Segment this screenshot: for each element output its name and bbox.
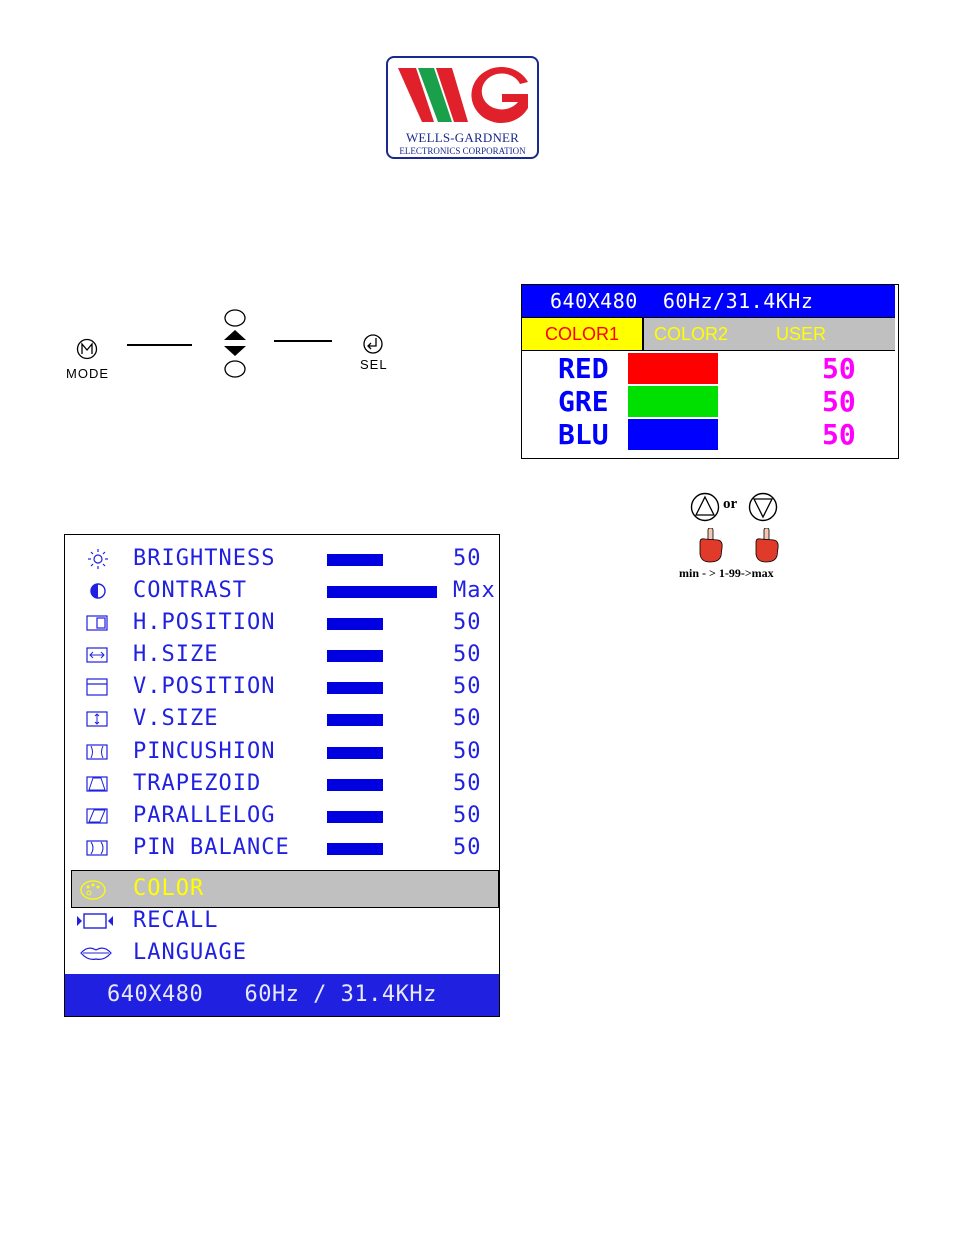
mode-label: MODE [66, 366, 109, 381]
up-down-arrows-icon [220, 308, 250, 380]
down-arrow-button[interactable] [748, 492, 778, 526]
tab-color1[interactable]: COLOR1 [522, 318, 644, 350]
select-button[interactable] [362, 333, 384, 359]
up-down-buttons[interactable] [220, 308, 250, 384]
osd-main-menu [64, 534, 500, 1017]
menu-item-v-size[interactable] [65, 703, 499, 735]
color-row-label: GRE [558, 385, 609, 418]
menu-item-label: COLOR [133, 876, 205, 901]
menu-item-value: 50 [453, 835, 482, 860]
menu-item-label: RECALL [133, 908, 219, 933]
sel-label: SEL [360, 357, 388, 372]
menu-item-language[interactable] [65, 937, 499, 969]
menu-item-value: 50 [453, 674, 482, 699]
level-bar [327, 779, 383, 791]
v-size-icon [85, 709, 111, 729]
color-row-value: 50 [822, 418, 856, 451]
menu-item-contrast[interactable] [65, 575, 499, 607]
level-bar [327, 843, 383, 855]
color-row-value: 50 [822, 385, 856, 418]
color-row-value: 50 [822, 352, 856, 385]
level-bar [327, 714, 383, 726]
h-position-icon [85, 613, 111, 633]
menu-item-value: 50 [453, 803, 482, 828]
connector-line [127, 344, 192, 346]
level-bar [327, 682, 383, 694]
menu-item-label: H.POSITION [133, 610, 276, 635]
recall-icon [77, 911, 117, 931]
parallelogram-icon [85, 806, 111, 826]
color-row-label: BLU [558, 418, 609, 451]
menu-item-label: LANGUAGE [133, 940, 247, 965]
v-position-icon [85, 677, 111, 697]
menu-item-value: 50 [453, 610, 482, 635]
menu-item-value: 50 [453, 706, 482, 731]
tab-user[interactable]: USER [776, 324, 827, 344]
lips-icon [79, 943, 119, 963]
menu-footer-resolution: 640X480 60Hz / 31.4KHz [65, 974, 499, 1016]
blue-swatch [628, 419, 718, 450]
green-swatch [628, 386, 718, 417]
mode-button[interactable] [76, 338, 98, 364]
menu-item-value: 50 [453, 642, 482, 667]
pin-balance-icon [85, 838, 111, 858]
menu-item-h-position[interactable] [65, 607, 499, 639]
menu-item-value: 50 [453, 771, 482, 796]
menu-item-h-size[interactable] [65, 639, 499, 671]
pincushion-icon [85, 742, 111, 762]
menu-item-parallelog[interactable] [65, 800, 499, 832]
menu-item-value: 50 [453, 739, 482, 764]
menu-item-label: TRAPEZOID [133, 771, 262, 796]
or-label: or [723, 496, 738, 512]
color-row-blue[interactable] [522, 418, 895, 451]
level-bar [327, 811, 383, 823]
menu-item-value: 50 [453, 546, 482, 571]
menu-item-label: BRIGHTNESS [133, 546, 276, 571]
menu-item-trapezoid[interactable] [65, 768, 499, 800]
up-triangle-icon [690, 492, 720, 522]
tab-color2[interactable]: COLOR2 [654, 324, 729, 344]
menu-item-brightness[interactable] [65, 543, 499, 575]
color-tabs [522, 317, 895, 351]
menu-item-label: CONTRAST [133, 578, 247, 603]
level-bar [327, 586, 437, 598]
contrast-icon [85, 581, 111, 601]
level-bar [327, 554, 383, 566]
menu-item-label: PIN BALANCE [133, 835, 290, 860]
connector-line [274, 340, 332, 342]
menu-item-color[interactable] [65, 873, 499, 905]
level-bar [327, 747, 383, 759]
trapezoid-icon [85, 774, 111, 794]
logo-company-subtitle: ELECTRONICS CORPORATION [399, 146, 526, 156]
menu-item-v-position[interactable] [65, 671, 499, 703]
color-row-green[interactable] [522, 385, 895, 418]
up-arrow-button[interactable] [690, 492, 720, 526]
pointing-hand-icon [696, 528, 726, 568]
menu-item-pincushion[interactable] [65, 736, 499, 768]
wg-logo-icon [394, 62, 534, 128]
menu-item-label: V.POSITION [133, 674, 276, 699]
range-label: min - > 1-99->max [679, 566, 774, 580]
pointing-hand-icon [752, 528, 782, 568]
menu-item-label: V.SIZE [133, 706, 219, 731]
level-bar [327, 618, 383, 630]
color-panel-title: 640X480 60Hz/31.4KHz [522, 285, 895, 317]
menu-item-pin-balance[interactable] [65, 832, 499, 864]
color-row-label: RED [558, 352, 609, 385]
menu-item-recall[interactable] [65, 905, 499, 937]
red-swatch [628, 353, 718, 384]
wells-gardner-logo [386, 56, 539, 159]
palette-icon [79, 879, 119, 899]
mode-m-icon [76, 338, 98, 360]
h-size-icon [85, 645, 111, 665]
menu-item-label: PINCUSHION [133, 739, 276, 764]
down-triangle-icon [748, 492, 778, 522]
color-row-red[interactable] [522, 352, 895, 385]
color-settings-panel [521, 284, 899, 459]
level-bar [327, 650, 383, 662]
logo-company-name: WELLS-GARDNER [405, 130, 520, 145]
menu-item-value: Max [453, 578, 496, 603]
menu-item-label: PARALLELOG [133, 803, 276, 828]
menu-item-label: H.SIZE [133, 642, 219, 667]
enter-icon [362, 333, 384, 355]
sun-icon [85, 549, 111, 569]
